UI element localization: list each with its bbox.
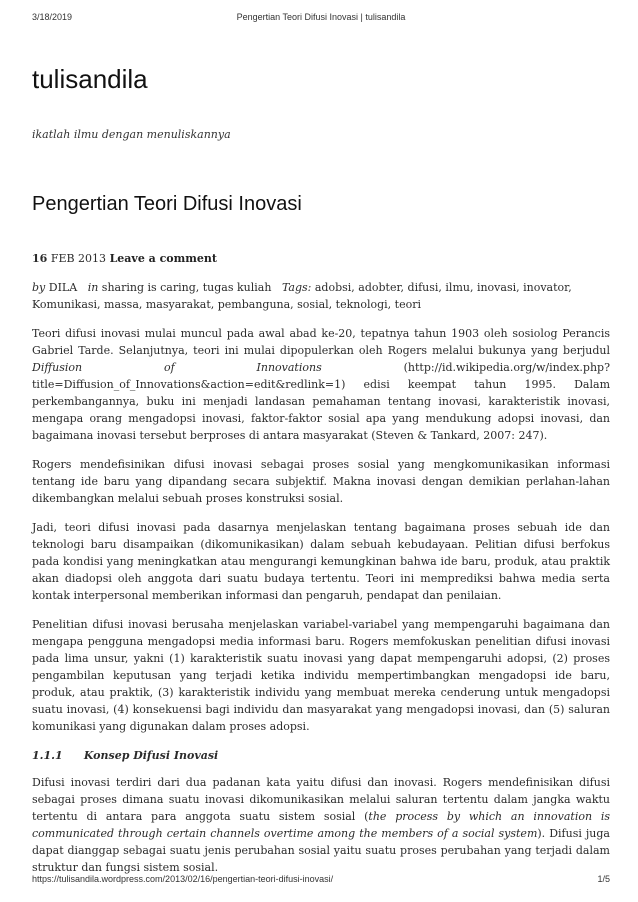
book-link[interactable]: Diffusion of Innovations [32,361,322,374]
post-date-month-year: FEB 2013 [50,252,107,265]
paragraph-1-rest: edisi keempat tahun 1995. Dalam perkembangannya, buku ini menjadi landasan pemahaman tentang inovasi, karakteristik inovasi, mengapa orang mengadopsi inovasi, faktor-faktor sosial apa yang mendukung adopsi inovasi, dan bagaimana inovasi tersebut berproses di antara masyarakat (Steven & Tankard, 2007: 247). [32,378,611,442]
site-tagline: ikatlah ilmu dengan menuliskannya [32,128,231,141]
paragraph-1 [32,325,610,444]
paragraph-4: Penelitian difusi inovasi berusaha menjelaskan variabel-variabel yang mempengaruhi bagaimana dan mengapa pengguna mengadopsi media informasi baru. Rogers memfokuskan penelitian difusi inovasi pada lima unsur, yakni (1) karakteristik suatu inovasi yang dapat mempengaruhi adopsi, (2) proses pengambilan keputusan yang terjadi ketika individu mempertimbangkan mengadopsi ide baru, produk, atau praktik, (3) karakteristik individu yang membuat mereka cenderung untuk mengadopsi suatu inovasi, (4) konsekuensi bagi individu dan masyarakat yang mengadopsi inovasi, dan (5) saluran komunikasi yang digunakan dalam proses adopsi. [32,618,610,733]
section-number: 1.1.1 [32,749,63,762]
paragraph-5-italic: the process by which an innovation is communicated through certain channels overtime among the members of a social system [32,810,610,840]
paragraph-1-text: Teori difusi inovasi mulai muncul pada awal abad ke-20, tepatnya tahun 1903 oleh sosiolog Perancis Gabriel Tarde. Selanjutnya, teori ini mulai dipopulerkan oleh Rogers melalui bukunya yang berjudul [32,327,610,357]
author-link[interactable]: DILA [48,281,78,294]
print-header [32,12,610,26]
print-date: 3/18/2019 [32,12,73,22]
print-url: https://tulisandila.wordpress.com/2013/02/16/pengertian-teori-difusi-inovasi/ [32,874,334,884]
in-label: in [87,281,99,294]
post-meta-date [32,250,610,267]
by-label: by [32,281,46,294]
paragraph-5-text: Difusi inovasi terdiri dari dua padanan kata yaitu difusi dan inovasi. Rogers mendefinisikan difusi sebagai proses dimana suatu inovasi dikomunikasikan melalui saluran tertentu dalam jangka waktu tertentu di antara para anggota suatu sistem sosial ( [32,776,610,823]
site-title[interactable]: tulisandila [32,64,148,94]
print-footer [32,874,610,888]
leave-comment-link[interactable]: Leave a comment [109,252,217,265]
tags-label: Tags: [281,281,312,294]
post-title: Pengertian Teori Difusi Inovasi [32,193,302,215]
section-heading [32,747,610,764]
paragraph-3: Jadi, teori difusi inovasi pada dasarnya menjelaskan tentang bagaimana proses sebuah ide dan teknologi baru disampaikan (dikomunikasikan) dalam sebuah kebudayaan. Pelitian difusi berfokus pada kondisi yang meningkatkan atau mengurangi kemungkinan bahwa ide baru, produk, atau praktik akan diadopsi oleh anggota dari suatu budaya tertentu. Teori ini memprediksi bahwa media serta kontak interpersonal memberikan informasi dan pengaruh, pendapat dan penilaian. [32,521,610,602]
paragraph-5 [32,774,610,876]
print-page-title: Pengertian Teori Difusi Inovasi | tulisandila [236,12,406,22]
paragraph-5-rest: ). Difusi juga dapat dianggap sebagai suatu jenis perubahan sosial yaitu suatu proses perubahan yang terjadi dalam struktur dan fungsi sistem sosial. [32,827,610,874]
print-page-number: 1/5 [597,874,610,884]
post-meta-tags [32,279,610,313]
categories-links[interactable]: sharing is caring, tugas kuliah [101,281,272,294]
section-title: Konsep Difusi Inovasi [83,749,219,762]
paragraph-2: Rogers mendefisinikan difusi inovasi sebagai proses sosial yang mengkomunikasikan informasi tentang ide baru yang dipandang secara subjektif. Makna inovasi dengan demikian perlahan-lahan dikembangkan melalui sebuah proses konstruksi sosial. [32,458,610,505]
post-content [32,250,610,888]
post-date-day: 16 [32,252,48,265]
wikipedia-link[interactable]: (http://id.wikipedia.org/w/index.php?title=Diffusion_of_Innovations&action=edit&redlink=1) [32,361,610,391]
tags-links[interactable]: adobsi, adobter, difusi, ilmu, inovasi, inovator, Komunikasi, massa, masyarakat, pembanguna, sosial, teknologi, teori [32,281,572,311]
